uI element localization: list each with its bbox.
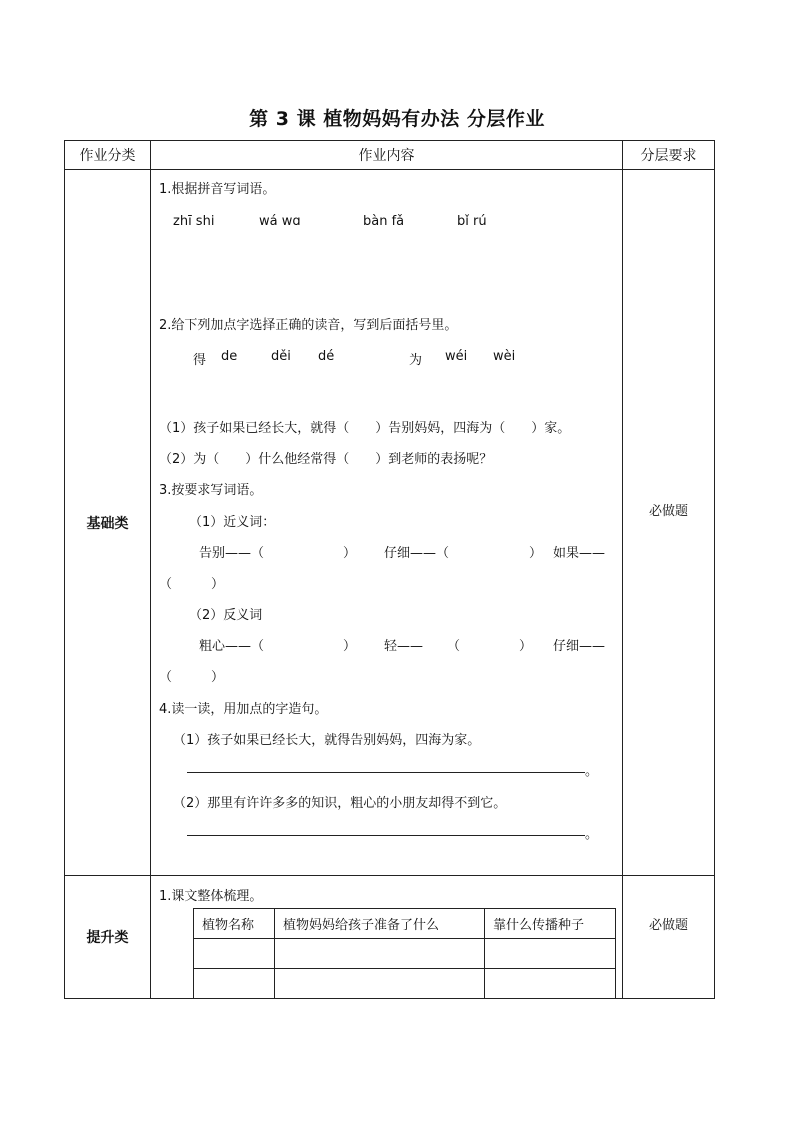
q2-sentence-1: （1）孩子如果已经长大，就得（ ）告别妈妈，四海为（ ）家。 — [159, 421, 571, 436]
homework-table — [64, 140, 715, 999]
q2-reading-de: de — [221, 349, 238, 364]
answer-line-1-end: 。 — [585, 764, 599, 779]
syn-item-3: 如果—— — [553, 546, 606, 561]
ant-item-1: 粗心——（ — [199, 639, 265, 654]
pinyin-2: wá wɑ — [259, 214, 301, 229]
q2-reading-wei4: wèi — [493, 349, 516, 364]
q2-char2: 为 — [409, 353, 423, 368]
summary-cell[interactable] — [485, 939, 616, 969]
ant-item-2-close: ） — [519, 639, 533, 654]
basic-category: 基础类 — [65, 170, 151, 876]
q2-char1: 得 — [193, 353, 207, 368]
basic-requirement-label: 必做题 — [648, 504, 688, 519]
summary-row — [194, 939, 616, 969]
basic-requirement — [623, 170, 715, 876]
header-category: 作业分类 — [65, 141, 151, 170]
page-title: 第 3 课 植物妈妈有办法 分层作业 — [249, 108, 545, 130]
q2-sentence-2: （2）为（ ）什么他经常得（ ）到老师的表扬呢？ — [159, 452, 493, 467]
summary-cell[interactable] — [194, 939, 275, 969]
summary-cell[interactable] — [275, 939, 485, 969]
summary-header-spread: 靠什么传播种子 — [485, 909, 616, 939]
basic-row — [65, 170, 715, 876]
answer-line-2[interactable] — [187, 835, 585, 836]
q2-prompt: 2.给下列加点字选择正确的读音，写到后面括号里。 — [159, 318, 458, 333]
advanced-requirement-label: 必做题 — [648, 918, 688, 933]
ant-item-2: 轻—— — [384, 639, 424, 654]
q2-reading-dei: děi — [271, 349, 291, 364]
header-row — [65, 141, 715, 170]
advanced-content — [151, 876, 623, 999]
syn-item-1: 告别——（ — [199, 546, 265, 561]
q2-reading-wei2: wéi — [445, 349, 468, 364]
advanced-category: 提升类 — [65, 876, 151, 999]
summary-header-plant: 植物名称 — [194, 909, 275, 939]
advanced-requirement — [623, 876, 715, 999]
summary-header-prepare: 植物妈妈给孩子准备了什么 — [275, 909, 485, 939]
summary-cell[interactable] — [194, 969, 275, 999]
pinyin-4: bǐ rú — [457, 214, 487, 229]
answer-line-2-end: 。 — [585, 827, 599, 842]
summary-row — [194, 969, 616, 999]
pinyin-1: zhī shi — [173, 214, 215, 229]
summary-cell[interactable] — [485, 969, 616, 999]
syn-item-2: 仔细——（ — [384, 546, 450, 561]
q1-prompt: 1.根据拼音写词语。 — [159, 182, 276, 197]
syn-item-1-close: ） — [343, 546, 357, 561]
summary-cell[interactable] — [275, 969, 485, 999]
ant-item-2-open: （ — [447, 639, 461, 654]
basic-content — [151, 170, 623, 876]
q3-antonym-label: （2）反义词 — [189, 608, 263, 623]
answer-line-1[interactable] — [187, 772, 585, 773]
q3-prompt: 3.按要求写词语。 — [159, 483, 263, 498]
ant-wrap: （ ） — [159, 670, 225, 685]
ant-item-3: 仔细—— — [553, 639, 606, 654]
advanced-row — [65, 876, 715, 999]
header-content: 作业内容 — [151, 141, 623, 170]
syn-wrap: （ ） — [159, 577, 225, 592]
q4-sentence-2: （2）那里有许许多多的知识，粗心的小朋友却得不到它。 — [173, 796, 507, 811]
summary-header-row — [194, 909, 616, 939]
q3-synonym-label: （1）近义词： — [189, 515, 276, 530]
q4-sentence-1: （1）孩子如果已经长大，就得告别妈妈，四海为家。 — [173, 733, 481, 748]
plant-summary-table — [193, 908, 616, 999]
ant-item-1-close: ） — [343, 639, 357, 654]
syn-item-2-close: ） — [529, 546, 543, 561]
q4-prompt: 4.读一读，用加点的字造句。 — [159, 702, 328, 717]
advanced-prompt: 1.课文整体梳理。 — [159, 889, 263, 904]
q2-reading-de2: dé — [318, 349, 335, 364]
header-requirement: 分层要求 — [623, 141, 715, 170]
pinyin-3: bàn fǎ — [363, 214, 405, 229]
